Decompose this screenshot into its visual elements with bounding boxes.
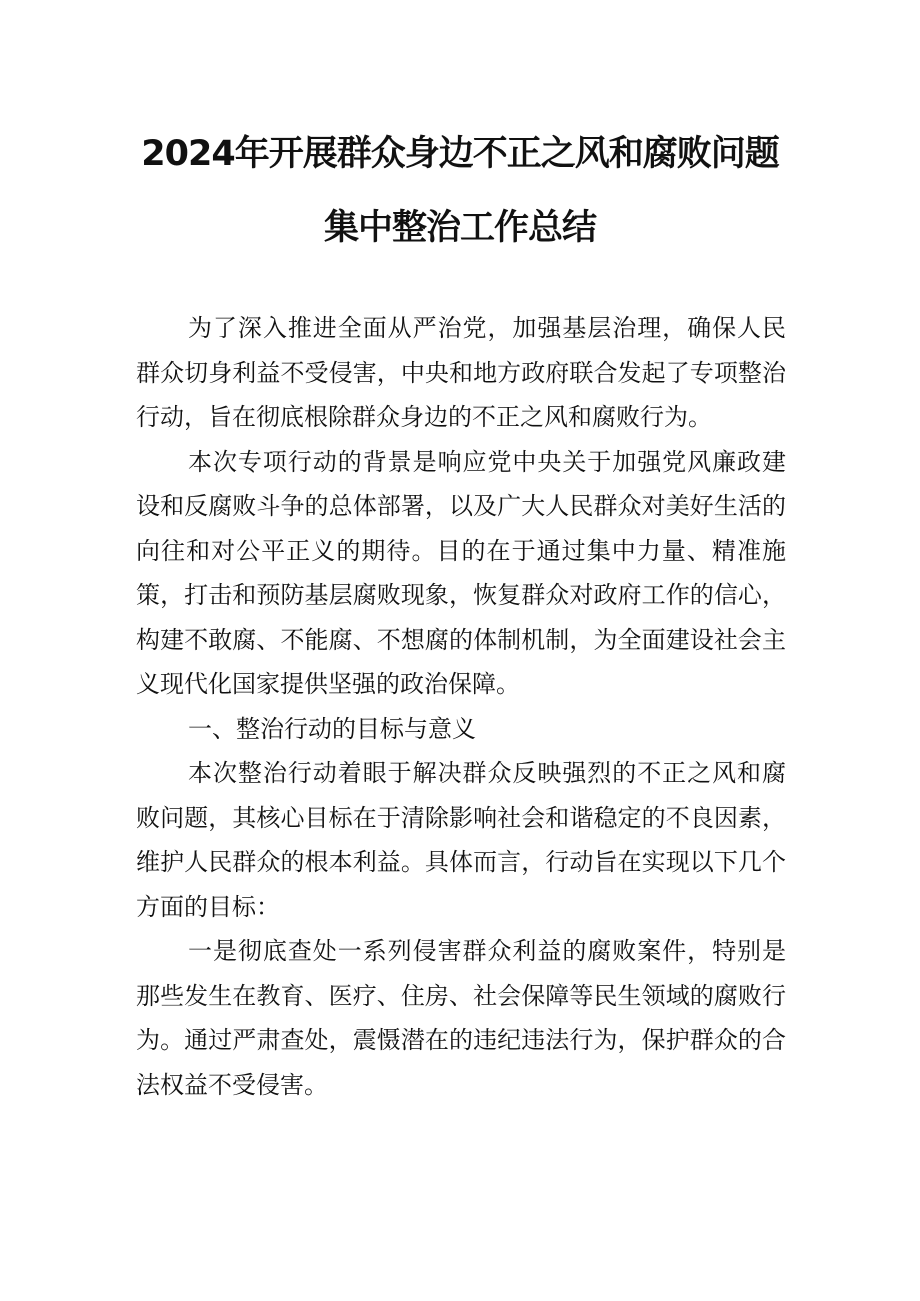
document-title-line-2: 集中整治工作总结 — [323, 208, 596, 248]
paragraph-goals-summary: 本次整治行动着眼于解决群众反映强烈的不正之风和腐败问题，其核心目标在于清除影响社会和谐稳定的不良因素，维护人民群众的根本利益。具体而言，行动旨在实现以下几个方面的目标： — [136, 759, 786, 921]
document-title-line-1: 2024年开展群众身边不正之风和腐败问题 — [141, 134, 779, 174]
paragraph-background: 本次专项行动的背景是响应党中央关于加强党风廉政建设和反腐败斗争的总体部署，以及广大人民群众对美好生活的向往和对公平正义的期待。目的在于通过集中力量、精准施策，打击和预防基层腐败现象，恢复群众对政府工作的信心，构建不敢腐、不能腐、不想腐的体制机制，为全面建设社会主义现代化国家提供坚强的政治保障。 — [136, 447, 786, 698]
paragraph-intro: 为了深入推进全面从严治党，加强基层治理，确保人民群众切身利益不受侵害，中央和地方政府联合发起了专项整治行动，旨在彻底根除群众身边的不正之风和腐败行为。 — [136, 314, 786, 431]
paragraph-goal-one: 一是彻底查处一系列侵害群众利益的腐败案件，特别是那些发生在教育、医疗、住房、社会保障等民生领域的腐败行为。通过严肃查处，震慑潜在的违纪违法行为，保护群众的合法权益不受侵害。 — [136, 937, 786, 1099]
section-heading-goals: 一、整治行动的目标与意义 — [188, 714, 476, 743]
document-body — [136, 306, 786, 1107]
